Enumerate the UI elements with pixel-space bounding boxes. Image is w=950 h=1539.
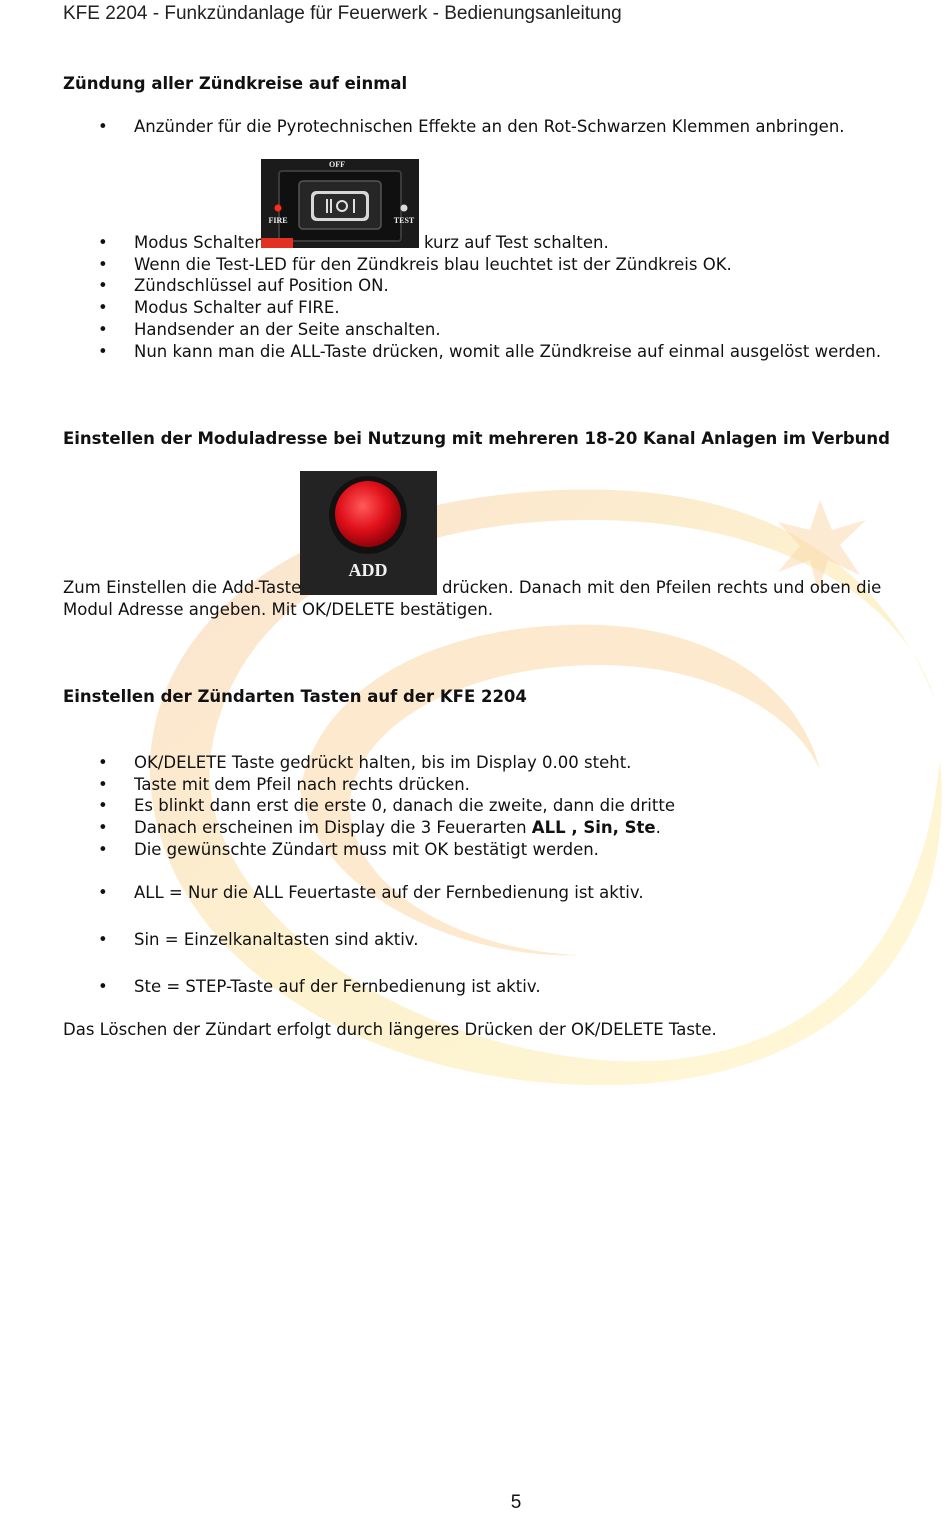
list-item-text: Nun kann man die ALL-Taste drücken, womit alle Zündkreise auf einmal ausgelöst werden.	[134, 342, 882, 361]
list-item-text-after-image: kurz auf Test schalten.	[424, 233, 609, 252]
list-item-text: Handsender an der Seite anschalten.	[134, 320, 441, 339]
add-button-cap	[335, 481, 401, 547]
list-item-text: Taste mit dem Pfeil nach rechts drücken.	[134, 775, 470, 794]
bullet: •	[98, 796, 108, 815]
section-heading-ignition-modes: Einstellen der Zündarten Tasten auf der KFE 2204	[63, 687, 527, 706]
bullet: •	[98, 818, 108, 837]
list-item-text: Anzünder für die Pyrotechnischen Effekte an den Rot-Schwarzen Klemmen anbringen.	[134, 117, 845, 136]
running-header: KFE 2204 - Funkzündanlage für Feuerwerk - Bedienungsanleitung	[63, 3, 622, 24]
add-button-label: ADD	[348, 560, 388, 580]
bullet: •	[98, 117, 108, 136]
bullet: •	[98, 930, 108, 949]
page-number: 5	[510, 1492, 522, 1513]
list-item-text: Sin = Einzelkanaltasten sind aktiv.	[134, 930, 419, 949]
list-item-text: Zündschlüssel auf Position ON.	[134, 276, 389, 295]
bullet: •	[98, 342, 108, 361]
paragraph	[63, 577, 882, 599]
bullet: •	[98, 276, 108, 295]
bullet: •	[98, 775, 108, 794]
bullet: •	[98, 977, 108, 996]
bullet: •	[98, 840, 108, 859]
list-item-text	[134, 817, 661, 839]
bullet: •	[98, 883, 108, 902]
list-item-text: Wenn die Test-LED für den Zündkreis blau leuchtet ist der Zündkreis OK.	[134, 255, 732, 274]
list-item-text: ALL = Nur die ALL Feuertaste auf der Fernbedienung ist aktiv.	[134, 883, 644, 902]
bullet: •	[98, 320, 108, 339]
switch-label-test: TEST	[393, 216, 415, 225]
list-item-text: Modus Schalter	[134, 233, 262, 252]
closing-paragraph: Das Löschen der Zündart erfolgt durch längeres Drücken der OK/DELETE Taste.	[63, 1020, 717, 1039]
fire-led	[275, 205, 282, 212]
switch-label-fire: FIRE	[268, 216, 288, 225]
paragraph-text-after-image: drücken. Danach mit den Pfeilen rechts und oben die	[442, 578, 882, 597]
bullet: •	[98, 753, 108, 772]
bullet: •	[98, 233, 108, 252]
list-item-text: Modus Schalter auf FIRE.	[134, 298, 340, 317]
paragraph: Modul Adresse angeben. Mit OK/DELETE bestätigen.	[63, 600, 494, 619]
list-item-text-part: .	[655, 818, 661, 837]
section-heading-ignition-all: Zündung aller Zündkreise auf einmal	[63, 74, 408, 93]
list-item-text: Die gewünschte Zündart muss mit OK bestätigt werden.	[134, 840, 599, 859]
switch-label-off: OFF	[329, 160, 345, 169]
add-button-image	[300, 471, 437, 595]
bullet: •	[98, 298, 108, 317]
list-item-text-part: Danach erscheinen im Display die 3 Feuerarten	[134, 818, 527, 837]
fire-modes-emphasis: ALL , Sin, Ste	[531, 818, 656, 837]
bullet: •	[98, 255, 108, 274]
list-item-text: Ste = STEP-Taste auf der Fernbedienung ist aktiv.	[134, 977, 541, 996]
list-item-text: Es blinkt dann erst die erste 0, danach die zweite, dann die dritte	[134, 796, 675, 815]
paragraph-text: Zum Einstellen die Add-Taste	[63, 578, 302, 597]
list-item-text: OK/DELETE Taste gedrückt halten, bis im Display 0.00 steht.	[134, 753, 632, 772]
mode-switch-image	[261, 159, 419, 248]
test-led	[401, 205, 408, 212]
section-heading-module-address: Einstellen der Moduladresse bei Nutzung mit mehreren 18-20 Kanal Anlagen im Verbund	[63, 429, 890, 448]
